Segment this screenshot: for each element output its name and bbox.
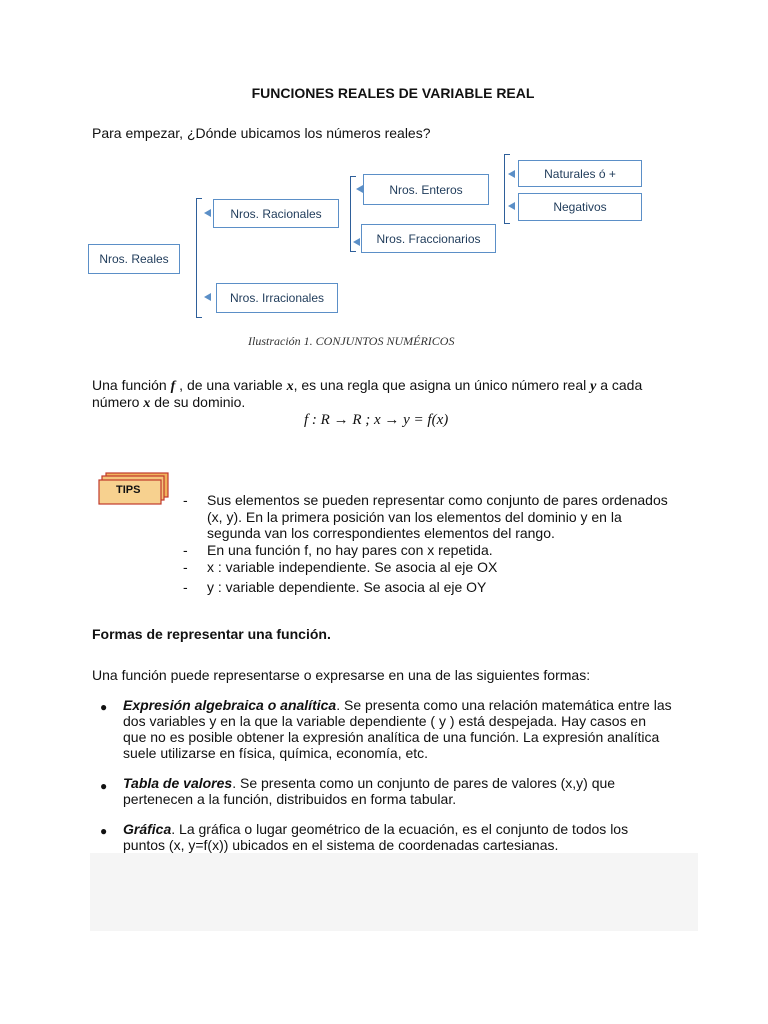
arrow-racionales [204,209,211,217]
tip-3: x : variable independiente. Se asocia al eje OX [207,559,498,575]
figure-caption: Ilustración 1. CONJUNTOS NUMÉRICOS [248,334,455,348]
definition-line-2: número x de su dominio. [92,394,246,411]
box-reales: Nros. Reales [88,244,180,274]
item-expresion: Expresión algebraica o analítica. Se presenta como una relación matemática entre las dos variables y en la que la variable dependiente ( y ) está despejada. Hay casos en que no es posible obtener la expresión analítica de una función. La expresión analítica suele utilizarse en física, química, economía, etc. [123,697,672,761]
var-x: x [286,379,294,394]
definition-line-1: Una función f , de una variable x, es una regla que asigna un único número real y a cada [92,377,643,394]
section-intro: Una función puede representarse o expresarse en una de las siguientes formas: [92,667,591,683]
bracket-enteros [504,154,510,224]
bullet-icon: ● [100,779,108,793]
function-formula: f : R → R ; x → y = f(x) [304,412,449,428]
section-heading: Formas de representar una función. [92,626,331,642]
bullet-icon: ● [100,700,108,714]
tip-1-line-2: (x, y). En la primera posición van los elementos del dominio y en la [207,509,622,525]
tip-1-line-3: segunda van los correspondientes elementos del rango. [207,525,555,541]
var-y: y [590,379,597,394]
item-tabla-title: Tabla de valores [123,775,233,791]
arrow-irracionales [204,293,211,301]
box-enteros: Nros. Enteros [363,174,489,205]
item-grafica-title: Gráfica [123,821,172,837]
tips-label: TIPS [116,484,141,496]
box-racionales: Nros. Racionales [213,199,339,228]
var-f: f [170,379,176,394]
item-expresion-title: Expresión algebraica o analítica [123,697,337,713]
bracket-reales [196,198,202,318]
arrow-enteros [356,185,363,193]
arrow-naturales [508,170,515,178]
item-grafica: Gráfica. La gráfica o lugar geométrico de la ecuación, es el conjunto de todos los puntos (x, y=f(x)) ubicados en el sistema de coordenadas cartesianas. [123,821,629,853]
page-title: FUNCIONES REALES DE VARIABLE REAL [251,85,535,101]
tip-2: En una función f, no hay pares con x repetida. [207,542,493,558]
item-tabla: Tabla de valores. Se presenta como un conjunto de pares de valores (x,y) que pertenecen a la función, distribuidos en forma tabular. [123,775,616,807]
blank-figure-area [90,853,698,931]
tips-badge [98,472,170,513]
tip-4: y : variable dependiente. Se asocia al eje OY [207,579,487,595]
tip-1-line-1: Sus elementos se pueden representar como conjunto de pares ordenados [207,492,668,508]
box-irracionales: Nros. Irracionales [216,283,338,313]
box-naturales: Naturales ó + [518,160,642,187]
box-negativos: Negativos [518,193,642,221]
arrow-negativos [508,202,515,210]
bullet-icon: ● [100,824,108,838]
box-fraccionarios: Nros. Fraccionarios [361,224,496,253]
intro-question: Para empezar, ¿Dónde ubicamos los números reales? [92,125,431,141]
arrow-fraccionarios [353,238,360,246]
